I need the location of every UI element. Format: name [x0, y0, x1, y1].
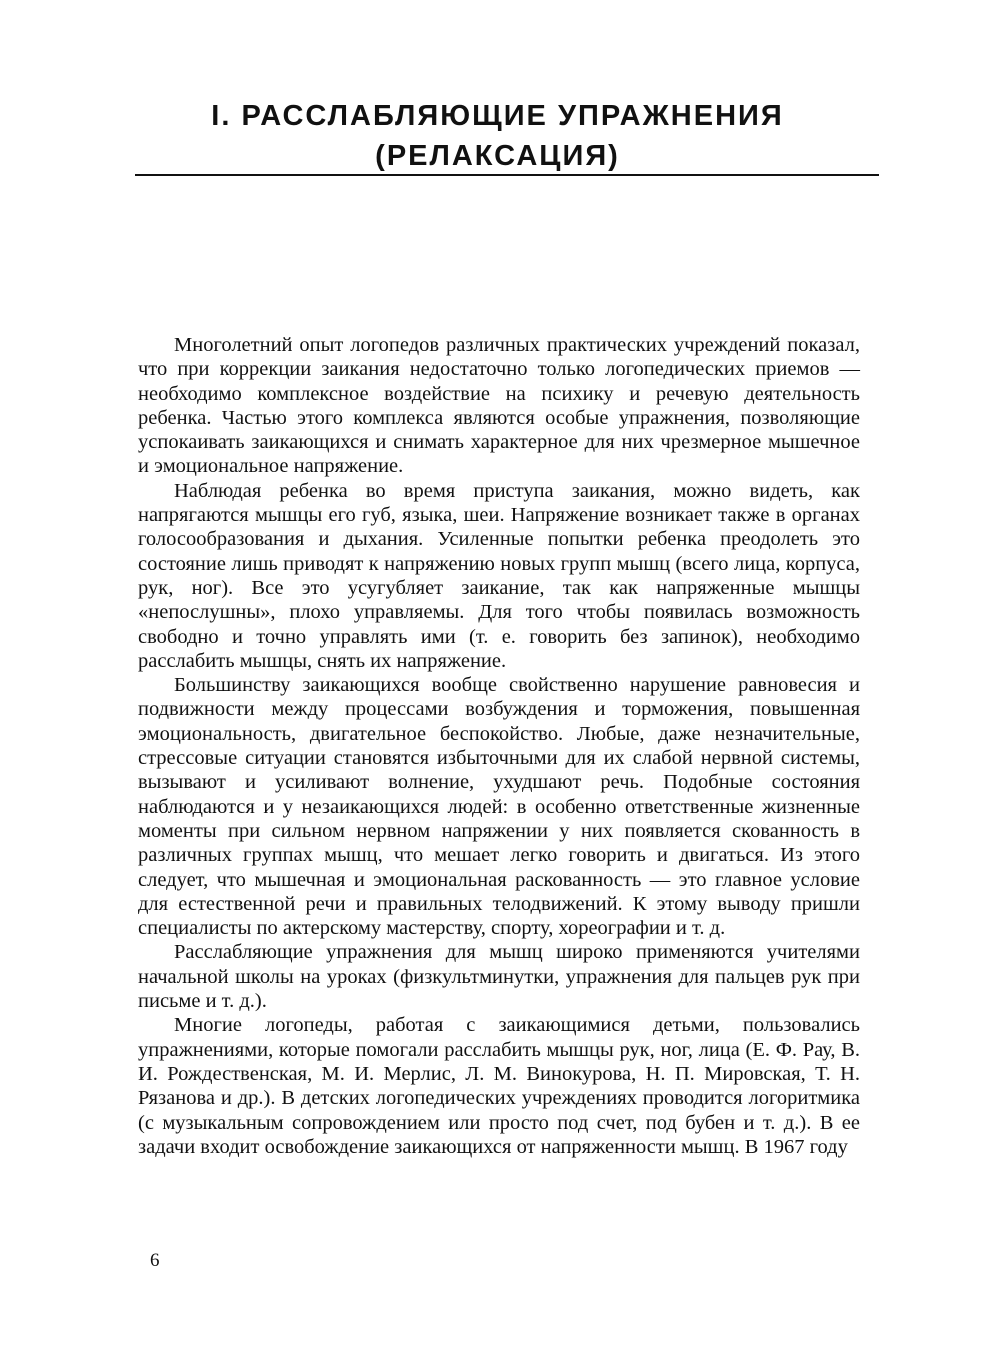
paragraph-2: Наблюдая ребенка во время приступа заикания, можно видеть, как напрягаются мышцы его губ, языка, шеи. Напряжение возникает также в органах голосообразования и дыхания. Усиленные попытки ребенка преодолеть это состояние лишь приводят к напряжению новых групп мышц (всего лица, корпуса, рук, ног). Все это усугубляет заикание, так как напряженные мышцы «непослушны», плохо управляемы. Для того чтобы появилась возможность свободно и точно управлять ими (т. е. говорить без запинок), необходимо расслабить мышцы, снять их напряжение. [138, 479, 860, 672]
chapter-title-line-2: (РЕЛАКСАЦИЯ) [375, 140, 620, 172]
paragraph-1: Многолетний опыт логопедов различных практических учреждений показал, что при коррекции заикания недостаточно только логопедических приемов — необходимо комплексное воздействие на психику и речевую деятельность ребенка. Частью этого комплекса являются особые упражнения, позволяющие успокаивать заикающихся и снимать характерное для них чрезмерное мышечное и эмоциональное напряжение. [138, 334, 860, 478]
chapter-title-line-1: I. РАССЛАБЛЯЮЩИЕ УПРАЖНЕНИЯ [211, 100, 784, 132]
title-divider [135, 174, 879, 176]
page-number: 6 [150, 1250, 160, 1271]
paragraph-5: Многие логопеды, работая с заикающимися детьми, пользовались упражнениями, которые помогали расслабить мышцы рук, ног, лица (Е. Ф. Рау, В. И. Рождественская, М. И. Мерлис, Л. М. Винокурова, Н. П. Мировская, Т. Н. Рязанова и др.). В детских логопедических учреждениях проводится логоритмика (с музыкальным сопровождением или просто под счет, под бубен и т. д.). В ее задачи входит освобождение заикающихся от напряженности мышц. В 1967 году [138, 1014, 860, 1158]
paragraph-4: Расслабляющие упражнения для мышц широко применяются учителями начальной школы на уроках (физкультминутки, упражнения для пальцев рук при письме и т. д.). [138, 941, 860, 1013]
chapter-title [135, 96, 860, 176]
paragraph-3: Большинству заикающихся вообще свойственно нарушение равновесия и подвижности между процессами возбуждения и торможения, повышенная эмоциональность, двигательное беспокойство. Любые, даже незначительные, стрессовые ситуации становятся избыточными для их слабой нервной системы, вызывают и усиливают волнение, ухудшают речь. Подобные состояния наблюдаются и у незаикающихся людей: в особенно ответственные жизненные моменты при сильном нервном напряжении у них появляется скованность в различных группах мышц, что мешает легко говорить и двигаться. Из этого следует, что мышечная и эмоциональная раскованность — это главное условие для естественной речи и правильных телодвижений. К этому выводу пришли специалисты по актерскому мастерству, спорту, хореографии и т. д. [138, 674, 860, 940]
body-text [138, 333, 860, 1159]
